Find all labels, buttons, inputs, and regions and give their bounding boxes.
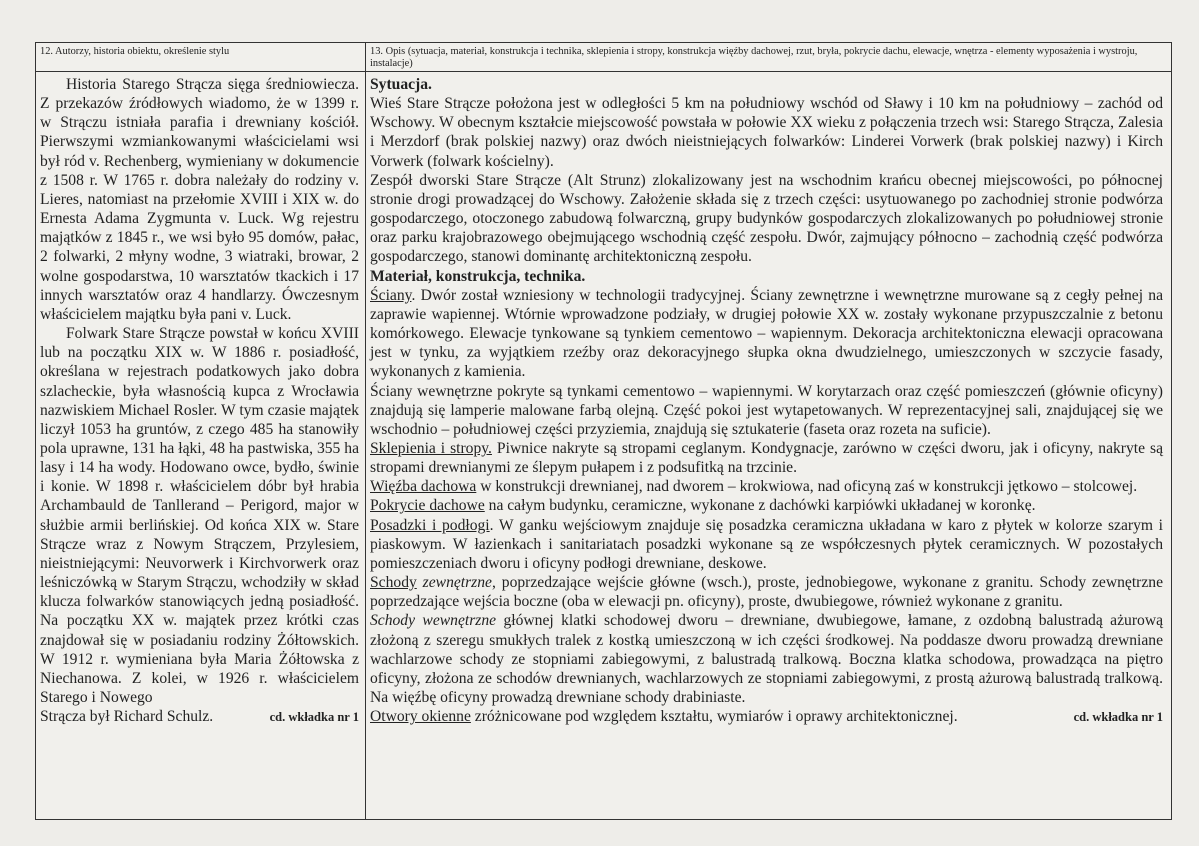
history-column: [36, 43, 366, 819]
walls-text: . Dwór został wzniesiony w technologii tradycyjnej. Ściany zewnętrzne i wewnętrzne murowane są z cegły pełnej na zaprawie wapiennej. Wtórnie wprowadzone podziały, w drugiej połowie XX w. zostały wykonane przypuszczalnie z betonu komórkowego. Elewacje tynkowane są tynkiem cementowo – wapiennym. Dekoracja architektoniczna elewacji opracowana jest w tynku, za wyjątkiem rzeźby oraz dekoracyjnego słupka okna dwudzielnego, umieszczonych w szczycie fasady, wykonanych z kamienia.: [370, 286, 1163, 381]
history-paragraph-2: Folwark Stare Strącze powstał w końcu XVIII lub na początku XIX w. W 1886 r. posiadłość, określana w rejestrach podatkowych jako dobra szlacheckie, była własnością kupca z Wrocławia nazwiskiem Michael Rosler. W tym czasie majątek liczył 1053 ha gruntów, z czego 485 ha stanowiły pola uprawne, 131 ha łąki, 48 ha pastwiska, 355 ha lasy i 14 ha wody. Hodowano owce, bydło, świnie i konie. W 1898 r. właścicielem dóbr był hrabia Archambauld de Tanllerand – Perigord, major w służbie armii berlińskiej. Od końca XIX w. Stare Strącze wraz z Nowym Strączem, Przylesiem, nieistniejącymi: Neuvorwerk i Kirchvorwerk oraz leśniczówką w Starym Strączu, wchodziły w skład klucza folwarków stanowiących jedną posiadłość. Na początku XX w. majątek przez krótki czas znajdował się w posiadaniu rodziny Żółtowskich. W 1912 r. wymieniana była Maria Żółtowska z Niechanowa. Z kolei, w 1926 r. właścicielem Starego i Nowego: [40, 325, 359, 706]
roof-truss-text: w konstrukcji drewnianej, nad dworem – krokwiowa, nad oficyną zaś w konstrukcji jętkowo – stolcowej.: [476, 478, 1138, 496]
roof-truss-paragraph: [370, 477, 1163, 496]
form-table: [35, 42, 1172, 820]
inner-walls-paragraph: Ściany wewnętrzne pokryte są tynkami cementowo – wapiennymi. W korytarzach oraz część pomieszczeń (głównie oficyny) znajdują się lamperie malowane farbą olejną. Część pokoi jest wytapetowanych. W reprezentacyjnej sali, znajdującej się we wschodnio – południowej części przyziemia, znajdują się sztukaterie (faseta oraz rozeta na suficie).: [370, 382, 1163, 438]
inner-stairs-label: Schody wewnętrzne: [370, 612, 497, 630]
roof-cover-label: Pokrycie dachowe: [370, 497, 485, 515]
outer-stairs-paragraph: [370, 573, 1163, 611]
vaults-text: Piwnice nakryte są stropami ceglanym. Kondygnacje, zarówno w części dworu, jak i oficyny, nakryte są stropami drewnianymi ze ślepym pułapem i z podsufitką na trzcinie.: [370, 439, 1164, 477]
description-header: 13. Opis (sytuacja, materiał, konstrukcja i technika, sklepienia i stropy, konstrukcja więźby dachowej, rzut, bryła, pokrycie dachu, elewacje, wnętrza - elementy wyposażenia i wystroju, instalacje): [366, 43, 1171, 72]
inner-stairs-paragraph: [370, 611, 1163, 707]
windows-line: [370, 707, 1163, 727]
floors-text: . W ganku wejściowym znajduje się posadzka ceramiczna układana w karo z płytek w kolorze szarym i piaskowym. W łazienkach i sanitariatach posadzki wykonane są ze współczesnych płytek ceramicznych. W pozostałych pomieszczeniach dworu i oficyny podłogi drewniane, deskowe.: [370, 516, 1163, 572]
outer-stairs-label-italic: zewnętrzne: [416, 574, 492, 592]
outer-stairs-text: , poprzedzające wejście główne (wsch.), proste, jednobiegowe, wykonane z granitu. Schody zewnętrzne poprzedzające wejścia boczne (oba w elewacji pn. oficyny), proste, dwubiegowe, również wykonane z granitu.: [370, 574, 1164, 611]
history-continuation-note: cd. wkładka nr 1: [269, 710, 359, 725]
windows-label: Otwory okienne: [370, 708, 471, 726]
situation-paragraph-2: Zespół dworski Stare Strącze (Alt Strunz) zlokalizowany jest na wschodnim krańcu obecnej miejscowości, po północnej stronie drogi prowadzącej do Wschowy. Założenie składa się z trzech części: usytuowanego po zachodniej stronie podwórza gospodarczego, otoczonego zabudową folwarczną, grupy budynków gospodarczych zlokalizowanych po południowej stronie oraz parku krajobrazowego obejmującego wschodnią część zespołu. Dwór, zajmujący północno – zachodnią część podwórza gospodarczego, stanowi dominantę architektoniczną zespołu.: [370, 171, 1163, 266]
history-body: [36, 72, 365, 819]
inner-stairs-text: głównej klatki schodowej dworu – drewniane, dwubiegowe, łamane, z ozdobną balustradą ażurową złożoną z szeregu smukłych tralek z kostką umieszczoną w ich części środkowej. Na poddasze dworu prowadzą drewniane wachlarzowe schody ze stopniami zabiegowymi, z balustradą tralkową. Boczna klatka schodowa, prowadząca na piętro oficyny, złożona ze schodów drewnianych, wachlarzowych ze stopniami zabiegowymi, z prostą ażurową balustradą tralkową. Na więźbę oficyny prowadzą drewniane schody drabiniaste.: [370, 612, 1163, 706]
vaults-paragraph: [370, 439, 1163, 477]
description-body: [366, 72, 1171, 819]
description-column: [366, 43, 1171, 819]
walls-paragraph: [370, 286, 1163, 382]
windows-paragraph: [370, 707, 958, 726]
windows-text: zróżnicowane pod względem kształtu, wymiarów i oprawy architektonicznej.: [470, 708, 958, 726]
walls-label: Ściany: [370, 286, 412, 304]
vaults-label: Sklepienia i stropy.: [370, 439, 492, 457]
floors-paragraph: [370, 516, 1163, 573]
roof-cover-paragraph: [370, 496, 1163, 515]
description-continuation-note: cd. wkładka nr 1: [1073, 710, 1163, 725]
section-title-material: Materiał, konstrukcja, technika.: [370, 267, 586, 285]
history-last-text: Strącza był Richard Schulz.: [40, 708, 214, 726]
roof-cover-text: na całym budynku, ceramiczne, wykonane z dachówki karpiówki układanej w koronkę.: [484, 497, 1036, 515]
situation-paragraph-1: Wieś Stare Strącze położona jest w odległości 5 km na południowy wschód od Sławy i 10 km na południowy – zachód od Wschowy. W obecnym kształcie miejscowość powstała w połowie XX wieku z połączenia trzech wsi: Starego Strącza, Zalesia i Merzdorf (brak polskiej nazwy) oraz dwóch nieistniejących folwarków: Linderei Vorwerk (brak polskiej nazwy) i Kirch Vorwerk (folwark kościelny).: [370, 95, 1163, 170]
history-last-line: [40, 707, 359, 727]
roof-truss-label: Więźba dachowa: [370, 478, 477, 496]
outer-stairs-label: Schody: [370, 574, 417, 592]
history-paragraph-1: Historia Starego Strącza sięga średniowiecza. Z przekazów źródłowych wiadomo, że w 1399 r. w Strączu istniała parafia i drewniany kościół. Pierwszymi wzmiankowanymi właścicielami wsi był ród v. Rechenberg, wymieniany w dokumencie z 1508 r. W 1765 r. dobra należały do rodziny v. Lieres, natomiast na przełomie XVIII i XIX w. do Ernesta Adama Zygmunta v. Luck. Wg rejestru majątków z 1845 r., we wsi było 95 domów, pałac, 2 folwarki, 2 młyny wodne, 3 wiatraki, browar, 2 wolne gospodarstwa, 10 warsztatów tkackich i 17 innych warsztatów oraz 4 handlarzy. Ówczesnym właścicielem majątku była pani v. Luck.: [40, 76, 359, 323]
floors-label: Posadzki i podłogi: [370, 516, 490, 534]
section-title-situation: Sytuacja.: [370, 76, 432, 93]
history-header: 12. Autorzy, historia obiektu, określenie stylu: [36, 43, 365, 72]
